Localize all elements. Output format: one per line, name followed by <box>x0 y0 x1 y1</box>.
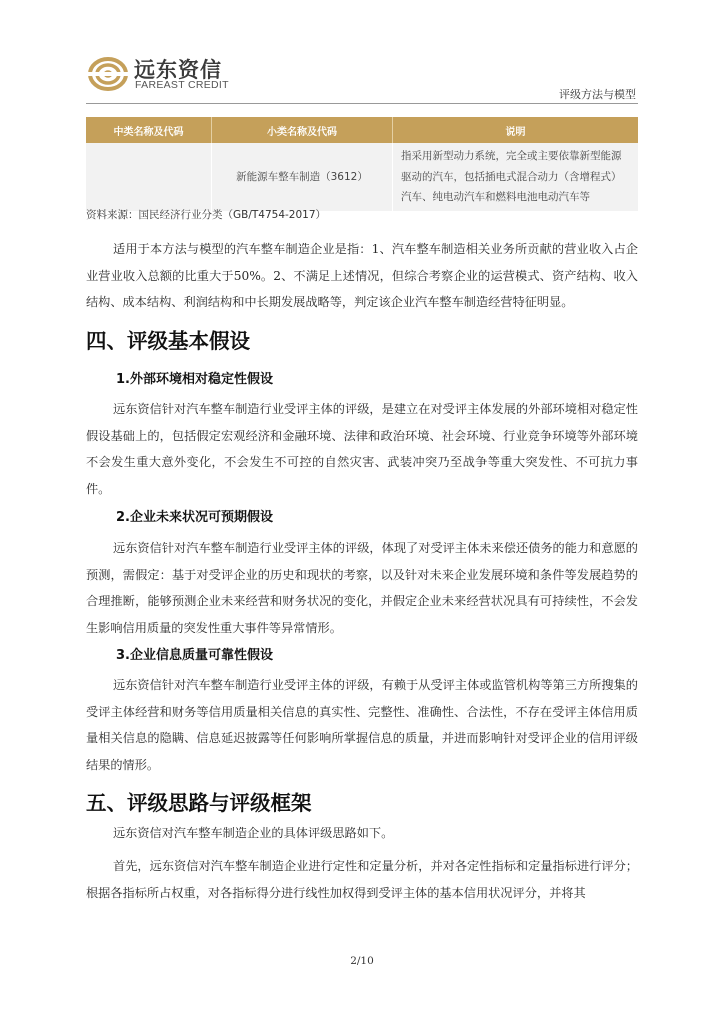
table-header-row <box>86 117 638 143</box>
external-environment-paragraph: 远东资信针对汽车整车制造行业受评主体的评级，是建立在对受评主体发展的外部环境相对稳定性假设基础上的，包括假定宏观经济和金融环境、法律和政治环境、社会环境、行业竞争环境等外部环境不会发生重大意外变化，不会发生不可控的自然灾害、武装冲突乃至战争等重大突发性、不可抗力事件。 <box>86 402 638 496</box>
cell-sub-category: 新能源车整车制造（3612） <box>212 143 393 211</box>
scope-paragraph: 适用于本方法与模型的汽车整车制造企业是指：1、汽车整车制造相关业务所贡献的营业收入占企业营业收入总额的比重大于50%。2、不满足上述情况，但综合考察企业的运营模式、资产结构、收入结构、成本结构、利润结构和中长期发展战略等，判定该企业汽车整车制造经营特征明显。 <box>86 242 638 309</box>
description-line: 驱动的汽车，包括插电式混合动力（含增程式） <box>401 170 622 183</box>
framework-method-paragraph: 首先，远东资信对汽车整车制造企业进行定性和定量分析，并对各定性指标和定量指标进行评分；根据各指标所占权重，对各指标得分进行线性加权得到受评主体的基本信用状况评分，并将其 <box>86 859 638 900</box>
cell-mid-category <box>86 143 212 211</box>
section-heading-assumptions: 四、评级基本假设 <box>86 329 250 353</box>
column-header-description: 说明 <box>393 117 639 143</box>
industry-classification-table <box>86 117 638 211</box>
section-heading-framework: 五、评级思路与评级框架 <box>86 791 312 815</box>
framework-intro-paragraph: 远东资信对汽车整车制造企业的具体评级思路如下。 <box>113 826 394 840</box>
table-source-note: 资料来源：国民经济行业分类（GB/T4754-2017） <box>86 209 327 221</box>
column-header-sub-category: 小类名称及代码 <box>212 117 393 143</box>
column-header-mid-category: 中类名称及代码 <box>86 117 212 143</box>
table-row <box>86 143 638 211</box>
subheading-future-predictability: 2.企业未来状况可预期假设 <box>116 510 273 525</box>
description-line: 指采用新型动力系统，完全或主要依靠新型能源 <box>401 150 622 162</box>
logo-english-name: FAREAST CREDIT <box>135 79 229 91</box>
information-reliability-paragraph: 远东资信针对汽车整车制造行业受评主体的评级，有赖于从受评主体或监管机构等第三方所搜集的受评主体经营和财务等信用质量相关信息的真实性、完整性、准确性、合法性，不存在受评主体信用质量相关信息的隐瞒、信息延迟披露等任何影响所掌握信息的质量，并进而影响针对受评企业的信用评级结果的情形。 <box>86 678 638 772</box>
future-predictability-paragraph: 远东资信针对汽车整车制造行业受评主体的评级，体现了对受评主体未来偿还债务的能力和意愿的预测，需假定：基于对受评企业的历史和现状的考察，以及针对未来企业发展环境和条件等发展趋势的合理推断，能够预测企业未来经营和财务状况的变化，并假定企业未来经营状况具有可持续性，不会发生影响信用质量的突发性重大事件等异常情形。 <box>86 541 638 635</box>
logo-chinese-name: 远东资信 <box>134 58 222 82</box>
description-line: 汽车、纯电动汽车和燃料电池电动汽车等 <box>401 191 590 203</box>
page-number: 2/10 <box>350 955 374 967</box>
cell-description <box>393 143 639 211</box>
subheading-external-environment: 1.外部环境相对稳定性假设 <box>116 372 273 387</box>
header-section-label: 评级方法与模型 <box>559 88 636 101</box>
subheading-information-reliability: 3.企业信息质量可靠性假设 <box>116 648 273 663</box>
company-logo <box>88 54 268 94</box>
fareast-swirl-icon <box>88 56 128 92</box>
header-divider <box>86 103 638 104</box>
